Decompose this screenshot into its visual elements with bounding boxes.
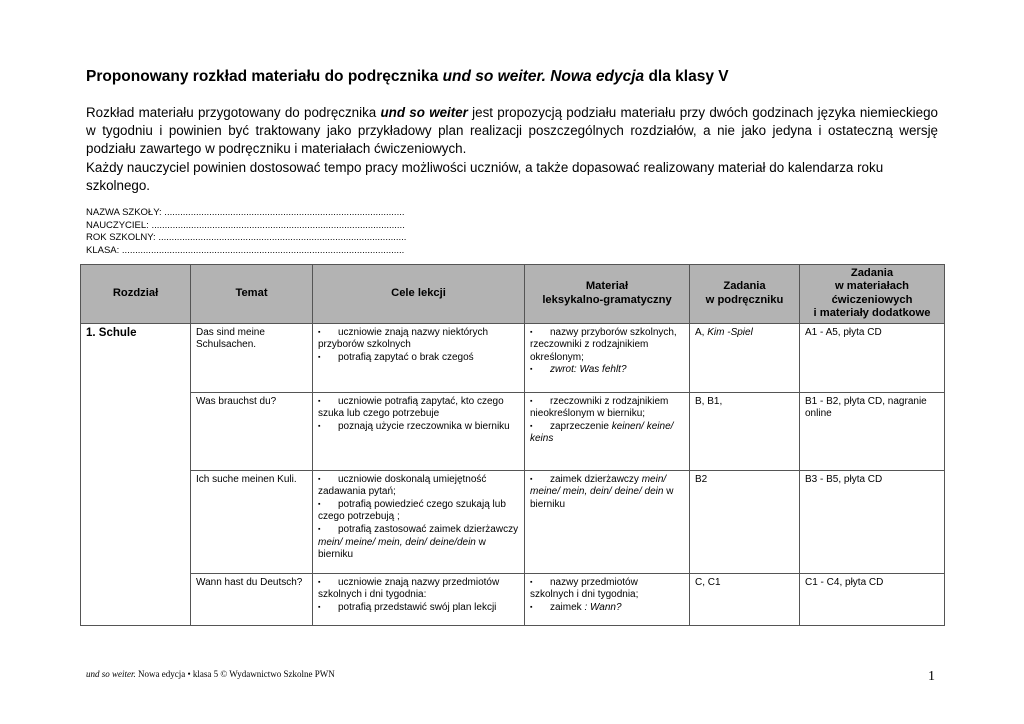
class-field: KLASA: ........................................................................................................... (86, 244, 405, 256)
table-row (81, 573, 945, 625)
header-material: Materiał leksykalno-gramatyczny (525, 265, 690, 324)
list-item: ▪ uczniowie doskonalą umiejętność zadawania pytań; (318, 473, 487, 498)
bullet-icon: ▪ (318, 353, 321, 361)
bullet-icon: ▪ (318, 328, 321, 336)
extra-cell: B1 - B2, płyta CD, nagranie online (800, 392, 945, 470)
material-cell (525, 392, 690, 470)
extra-cell: A1 - A5, płyta CD (800, 323, 945, 392)
header-tasks: Zadania w podręczniku (690, 265, 800, 324)
school-info (86, 207, 406, 257)
list-item: ▪ uczniowie znają nazwy przedmiotów szkolnych i dni tygodnia: (318, 576, 500, 601)
topic-cell: Ich suche meinen Kuli. (191, 470, 313, 573)
intro-text (86, 104, 938, 195)
list-item: ▪ uczniowie potrafią zapytać, kto czego szuka lub czego potrzebuje (318, 395, 504, 420)
bullet-icon: ▪ (530, 397, 533, 405)
tasks-cell: B, B1, (690, 392, 800, 470)
header-extra: Zadania w materiałach ćwiczeniowych i materiały dodatkowe (800, 265, 945, 324)
header-chapter: Rozdział (81, 265, 191, 324)
bullet-icon: ▪ (318, 422, 321, 430)
extra-cell: C1 - C4, płyta CD (800, 573, 945, 625)
goals-cell (313, 392, 525, 470)
intro-paragraph-2: Każdy nauczyciel powinien dostosować tempo pracy możliwości uczniów, a także dopasować realizowany materiał do kalendarza roku szkolnego. (86, 159, 884, 193)
topic-cell: Wann hast du Deutsch? (191, 573, 313, 625)
goals-cell (313, 573, 525, 625)
footer-publisher: Nowa edycja • klasa 5 © Wydawnictwo Szkolne PWN (135, 669, 335, 679)
school-name-field: NAZWA SZKOŁY: ........................................................................................... (86, 207, 405, 218)
chapter-cell: 1. Schule (81, 323, 191, 625)
title-italic: und so weiter. Nowa edycja (442, 68, 645, 85)
intro-paragraph-1: Rozkład materiału przygotowany do podręcznika und so weiter jest propozycją podziału materiału przy dwóch godzinach języka niemieckiego w tygodniu i powinien być traktowany jako przykładowy plan realizacji poszczególnych rozdziałów, a nie jako jedyna i ostateczną wersję podziału zawartego w podręczniku i materiałach ćwiczeniowych. (86, 105, 938, 157)
bullet-icon: ▪ (318, 603, 321, 611)
footer-book-title: und so weiter. (86, 669, 136, 679)
material-cell (525, 573, 690, 625)
schedule-table (80, 264, 945, 626)
bullet-icon: ▪ (318, 397, 321, 405)
book-title-emphasis: und so weiter (380, 105, 468, 120)
bullet-icon: ▪ (530, 422, 533, 430)
header-goals: Cele lekcji (313, 265, 525, 324)
list-item: ▪ zwrot: Was fehlt? (530, 364, 627, 376)
tasks-cell: B2 (690, 470, 800, 573)
material-cell (525, 470, 690, 573)
table-row (81, 392, 945, 470)
list-item: ▪ potrafią zastosować zaimek dzierżawczy mein/ meine/ mein, dein/ deine/dein w bierniku (318, 524, 519, 561)
tasks-cell: A, Kim -Spiel (690, 323, 800, 392)
list-item: ▪ nazwy przyborów szkolnych, rzeczowniki z rodzajnikiem określonym; (530, 326, 677, 363)
extra-cell: B3 - B5, płyta CD (800, 470, 945, 573)
list-item: ▪ nazwy przedmiotów szkolnych i dni tygodnia; (530, 576, 639, 601)
bullet-icon: ▪ (318, 500, 321, 508)
tasks-cell: C, C1 (690, 573, 800, 625)
list-item: ▪ zaprzeczenie keinen/ keine/ keins (530, 420, 674, 445)
table-row (81, 323, 945, 392)
bullet-icon: ▪ (530, 328, 533, 336)
page-number: 1 (928, 669, 935, 684)
list-item: ▪ uczniowie znają nazwy niektórych przyborów szkolnych (318, 326, 489, 351)
title-part2: dla klasy V (644, 68, 729, 85)
goals-cell (313, 470, 525, 573)
school-year-field: ROK SZKOLNY: .............................................................................................. (86, 232, 407, 243)
title-part1: Proponowany rozkład materiału do podręcznika (86, 68, 443, 85)
topic-cell: Das sind meine Schulsachen. (191, 323, 313, 392)
list-item: ▪ potrafią przedstawić swój plan lekcji (318, 601, 497, 613)
table-header-row (81, 265, 945, 324)
footer (86, 669, 335, 679)
list-item: ▪ zaimek dzierżawczy mein/ meine/ mein, dein/ deine/ dein w bierniku (530, 473, 674, 510)
bullet-icon: ▪ (530, 603, 533, 611)
material-cell (525, 323, 690, 392)
topic-cell: Was brauchst du? (191, 392, 313, 470)
table-row (81, 470, 945, 573)
goals-cell (313, 323, 525, 392)
list-item: ▪ poznają użycie rzeczownika w bierniku (318, 420, 510, 432)
header-topic: Temat (191, 265, 313, 324)
bullet-icon: ▪ (318, 526, 321, 533)
bullet-icon: ▪ (318, 475, 321, 483)
bullet-icon: ▪ (318, 578, 321, 586)
list-item: ▪ rzeczowniki z rodzajnikiem nieokreślonym w bierniku; (530, 395, 669, 420)
bullet-icon: ▪ (530, 475, 533, 483)
list-item: ▪ zaimek : Wann? (530, 601, 622, 613)
list-item: ▪ potrafią zapytać o brak czegoś (318, 351, 474, 363)
bullet-icon: ▪ (530, 366, 533, 374)
bullet-icon: ▪ (530, 578, 533, 586)
page-title (86, 68, 729, 86)
teacher-field: NAUCZYCIEL: ................................................................................................ (86, 219, 405, 231)
list-item: ▪ potrafią powiedzieć czego szukają lub czego potrzebują ; (318, 498, 506, 523)
